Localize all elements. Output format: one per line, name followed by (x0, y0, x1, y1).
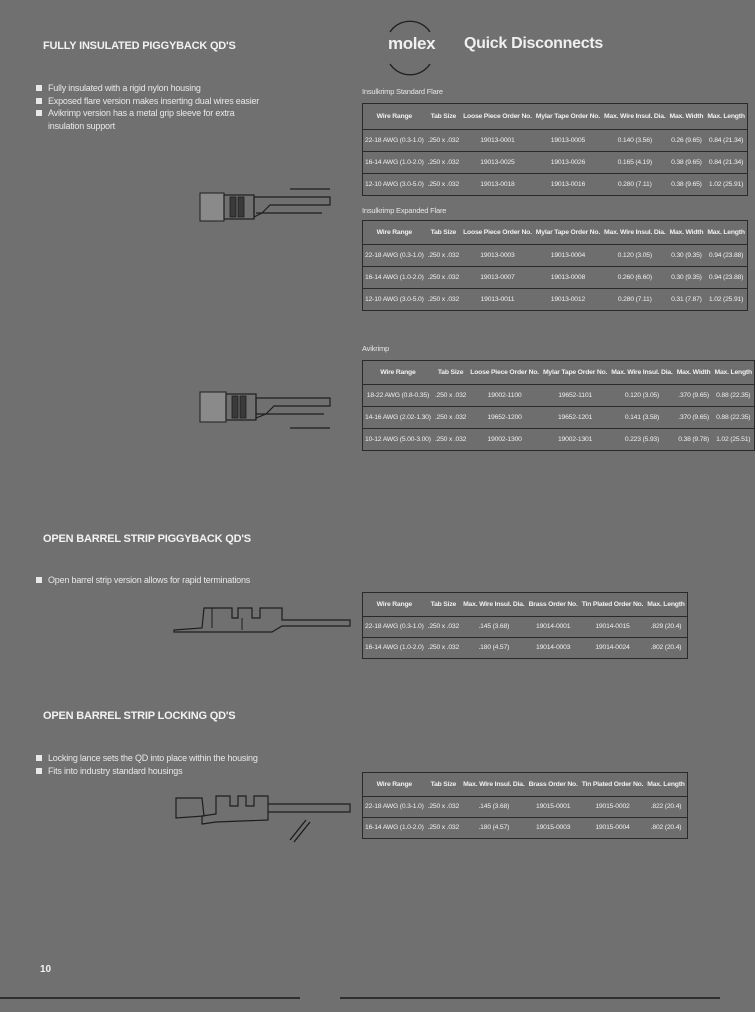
table-cell: 0.84 (21.34) (705, 152, 747, 174)
table-cell: 1.02 (25.91) (705, 289, 747, 311)
table-cell: 0.88 (22.35) (713, 407, 755, 429)
table-cell: 0.280 (7.11) (602, 289, 667, 311)
table-row (363, 385, 755, 407)
table-cell: .250 x .032 (426, 818, 461, 839)
table-cell: .250 x .032 (426, 245, 461, 267)
table-row (363, 130, 748, 152)
table-header-row (363, 773, 688, 797)
table-cell: 19014-0015 (580, 617, 646, 638)
table-row (363, 152, 748, 174)
table-row (363, 617, 688, 638)
table-row (363, 818, 688, 839)
col-header: Tab Size (426, 104, 461, 130)
col-header: Max. Width (675, 361, 713, 385)
col-header: Tab Size (426, 221, 461, 245)
table-cell: 0.26 (9.65) (668, 130, 706, 152)
locking-bullets (36, 752, 336, 777)
list-item: Locking lance sets the QD into place within the housing (36, 752, 336, 765)
list-item: Exposed flare version makes inserting dual wires easier (36, 95, 276, 108)
locking-qd-drawing (172, 790, 352, 850)
table-cell: 1.02 (25.51) (713, 429, 755, 451)
table-cell: 0.120 (3.05) (609, 385, 674, 407)
col-header: Tab Size (426, 593, 461, 617)
insulated-bullets (36, 82, 276, 132)
col-header: Tab Size (426, 773, 461, 797)
table-cell: .829 (20.4) (645, 617, 687, 638)
table-cell: 0.30 (9.35) (668, 267, 706, 289)
col-header: Max. Width (668, 221, 706, 245)
section-title-insulated: FULLY INSULATED PIGGYBACK QD'S (43, 40, 236, 52)
table-cell: 0.120 (3.05) (602, 245, 667, 267)
table-cell: 19013-0012 (534, 289, 602, 311)
table-cell: 19013-0003 (461, 245, 534, 267)
page-number: 10 (40, 964, 52, 975)
col-header: Wire Range (363, 361, 433, 385)
col-header: Max. Wire Insul. Dia. (602, 221, 667, 245)
table-cell: .250 x .032 (426, 267, 461, 289)
table-cell: 19013-0008 (534, 267, 602, 289)
col-header: Loose Piece Order No. (461, 221, 534, 245)
col-header: Max. Length (645, 593, 687, 617)
spec-table-insulkrimp-expanded (362, 220, 748, 311)
table-cell: 19652-1201 (541, 407, 609, 429)
brand-logo: molex (388, 34, 436, 53)
table-cell: 16-14 AWG (1.0-2.0) (363, 818, 426, 839)
table-cell: 0.140 (3.56) (602, 130, 667, 152)
table-cell: 0.84 (21.34) (705, 130, 747, 152)
table-cell: .250 x .032 (426, 617, 461, 638)
table-cell: .250 x .032 (426, 638, 461, 659)
col-header: Max. Length (645, 773, 687, 797)
table-cell: 0.165 (4.19) (602, 152, 667, 174)
table-row (363, 429, 755, 451)
table-cell: .802 (20.4) (645, 638, 687, 659)
table-cell: 22-18 AWG (0.3-1.0) (363, 130, 426, 152)
table-cell: 19002-1100 (468, 385, 541, 407)
table-cell: .370 (9.65) (675, 407, 713, 429)
table-cell: .180 (4.57) (461, 638, 526, 659)
table-cell: 0.31 (7.87) (668, 289, 706, 311)
table-row (363, 174, 748, 196)
table-cell: .822 (20.4) (645, 797, 687, 818)
col-header: Mylar Tape Order No. (534, 104, 602, 130)
avikrimp-qd-drawing (190, 384, 340, 434)
table-cell: .145 (3.68) (461, 797, 526, 818)
footer-rule-left (0, 997, 300, 999)
table-cell: 0.260 (6.60) (602, 267, 667, 289)
table-cell: 0.38 (9.65) (668, 152, 706, 174)
table-cell: 1.02 (25.91) (705, 174, 747, 196)
col-header: Mylar Tape Order No. (541, 361, 609, 385)
table-cell: 19013-0005 (534, 130, 602, 152)
col-header: Wire Range (363, 104, 426, 130)
table-cell: 19013-0025 (461, 152, 534, 174)
col-header: Wire Range (363, 221, 426, 245)
table-row (363, 638, 688, 659)
table-cell: .250 x .032 (426, 130, 461, 152)
table-cell: 16-14 AWG (1.0-2.0) (363, 267, 426, 289)
col-header: Max. Length (705, 221, 747, 245)
table-cell: 12-10 AWG (3.0-5.0) (363, 174, 426, 196)
section-title-piggyback: OPEN BARREL STRIP PIGGYBACK QD'S (43, 533, 251, 545)
piggyback-qd-drawing (172, 600, 352, 640)
table-cell: .250 x .032 (426, 797, 461, 818)
table-caption: Avikrimp (362, 344, 390, 353)
bullet-icon (36, 85, 42, 91)
insulated-qd-drawing (190, 183, 340, 233)
table-cell: 19014-0003 (527, 638, 580, 659)
table-cell: 19014-0001 (527, 617, 580, 638)
list-item: Fully insulated with a rigid nylon housing (36, 82, 276, 95)
table-cell: .145 (3.68) (461, 617, 526, 638)
col-header: Max. Wire Insul. Dia. (609, 361, 674, 385)
table-header-row (363, 593, 688, 617)
table-cell: 19015-0003 (527, 818, 580, 839)
col-header: Wire Range (363, 773, 426, 797)
table-cell: 19014-0024 (580, 638, 646, 659)
col-header: Brass Order No. (527, 773, 580, 797)
table-row (363, 289, 748, 311)
table-cell: 0.30 (9.35) (668, 245, 706, 267)
bullet-icon (36, 98, 42, 104)
table-cell: 0.94 (23.88) (705, 245, 747, 267)
table-cell: .802 (20.4) (645, 818, 687, 839)
table-cell: 19013-0011 (461, 289, 534, 311)
list-item: insulation support (48, 120, 115, 131)
col-header: Wire Range (363, 593, 426, 617)
table-cell: 19015-0001 (527, 797, 580, 818)
spec-table-insulkrimp-standard (362, 103, 748, 196)
piggyback-bullets (36, 574, 336, 587)
table-row (363, 267, 748, 289)
table-cell: .370 (9.65) (675, 385, 713, 407)
table-cell: 22-18 AWG (0.3-1.0) (363, 245, 426, 267)
table-cell: 19013-0007 (461, 267, 534, 289)
list-item: Avikrimp version has a metal grip sleeve for extra (36, 107, 276, 120)
table-cell: 19015-0004 (580, 818, 646, 839)
table-cell: 19013-0001 (461, 130, 534, 152)
table-cell: 12-10 AWG (3.0-5.0) (363, 289, 426, 311)
section-title-locking: OPEN BARREL STRIP LOCKING QD'S (43, 710, 236, 722)
bullet-icon (36, 577, 42, 583)
col-header: Brass Order No. (527, 593, 580, 617)
table-cell: 0.94 (23.88) (705, 267, 747, 289)
footer-rule-right (340, 997, 720, 999)
col-header: Tab Size (433, 361, 468, 385)
page-title: Quick Disconnects (464, 35, 603, 52)
col-header: Max. Length (713, 361, 755, 385)
table-cell: 19013-0026 (534, 152, 602, 174)
spec-table-piggyback (362, 592, 688, 659)
table-cell: 0.38 (9.65) (668, 174, 706, 196)
table-cell: .250 x .032 (433, 385, 468, 407)
bullet-icon (36, 755, 42, 761)
table-cell: 22-18 AWG (0.3-1.0) (363, 797, 426, 818)
col-header: Mylar Tape Order No. (534, 221, 602, 245)
spec-table-locking (362, 772, 688, 839)
bullet-icon (36, 768, 42, 774)
col-header: Loose Piece Order No. (461, 104, 534, 130)
table-cell: 0.88 (22.35) (713, 385, 755, 407)
table-cell: 19013-0004 (534, 245, 602, 267)
col-header: Loose Piece Order No. (468, 361, 541, 385)
col-header: Tin Plated Order No. (580, 593, 646, 617)
table-caption: Insulkrimp Standard Flare (362, 87, 443, 96)
col-header: Max. Wire Insul. Dia. (461, 593, 526, 617)
table-header-row (363, 104, 748, 130)
table-cell: 18-22 AWG (0.8-0.35) (363, 385, 433, 407)
table-cell: 10-12 AWG (5.00-3.00) (363, 429, 433, 451)
table-cell: 19652-1101 (541, 385, 609, 407)
table-cell: .250 x .032 (433, 407, 468, 429)
col-header: Max. Width (668, 104, 706, 130)
table-row (363, 797, 688, 818)
list-item: Open barrel strip version allows for rapid terminations (36, 574, 336, 587)
table-cell: 0.223 (5.93) (609, 429, 674, 451)
table-caption: Insulkrimp Expanded Flare (362, 206, 447, 215)
list-item: Fits into industry standard housings (36, 765, 336, 778)
table-cell: 16-14 AWG (1.0-2.0) (363, 638, 426, 659)
col-header: Max. Length (705, 104, 747, 130)
table-row (363, 407, 755, 429)
spec-table-avikrimp (362, 360, 755, 451)
table-cell: 19652-1200 (468, 407, 541, 429)
col-header: Max. Wire Insul. Dia. (602, 104, 667, 130)
table-cell: 0.141 (3.58) (609, 407, 674, 429)
col-header: Max. Wire Insul. Dia. (461, 773, 526, 797)
col-header: Tin Plated Order No. (580, 773, 646, 797)
table-cell: 0.280 (7.11) (602, 174, 667, 196)
table-row (363, 245, 748, 267)
table-cell: 22-18 AWG (0.3-1.0) (363, 617, 426, 638)
table-cell: 19002-1300 (468, 429, 541, 451)
table-cell: .250 x .032 (426, 174, 461, 196)
bullet-icon (36, 110, 42, 116)
table-cell: 14-16 AWG (2.02-1.30) (363, 407, 433, 429)
table-cell: 19002-1301 (541, 429, 609, 451)
table-cell: 19015-0002 (580, 797, 646, 818)
table-cell: 19013-0018 (461, 174, 534, 196)
table-cell: .250 x .032 (426, 289, 461, 311)
table-cell: .180 (4.57) (461, 818, 526, 839)
table-cell: 0.38 (9.78) (675, 429, 713, 451)
table-header-row (363, 361, 755, 385)
table-header-row (363, 221, 748, 245)
table-cell: .250 x .032 (426, 152, 461, 174)
table-cell: 16-14 AWG (1.0-2.0) (363, 152, 426, 174)
table-cell: 19013-0016 (534, 174, 602, 196)
table-cell: .250 x .032 (433, 429, 468, 451)
